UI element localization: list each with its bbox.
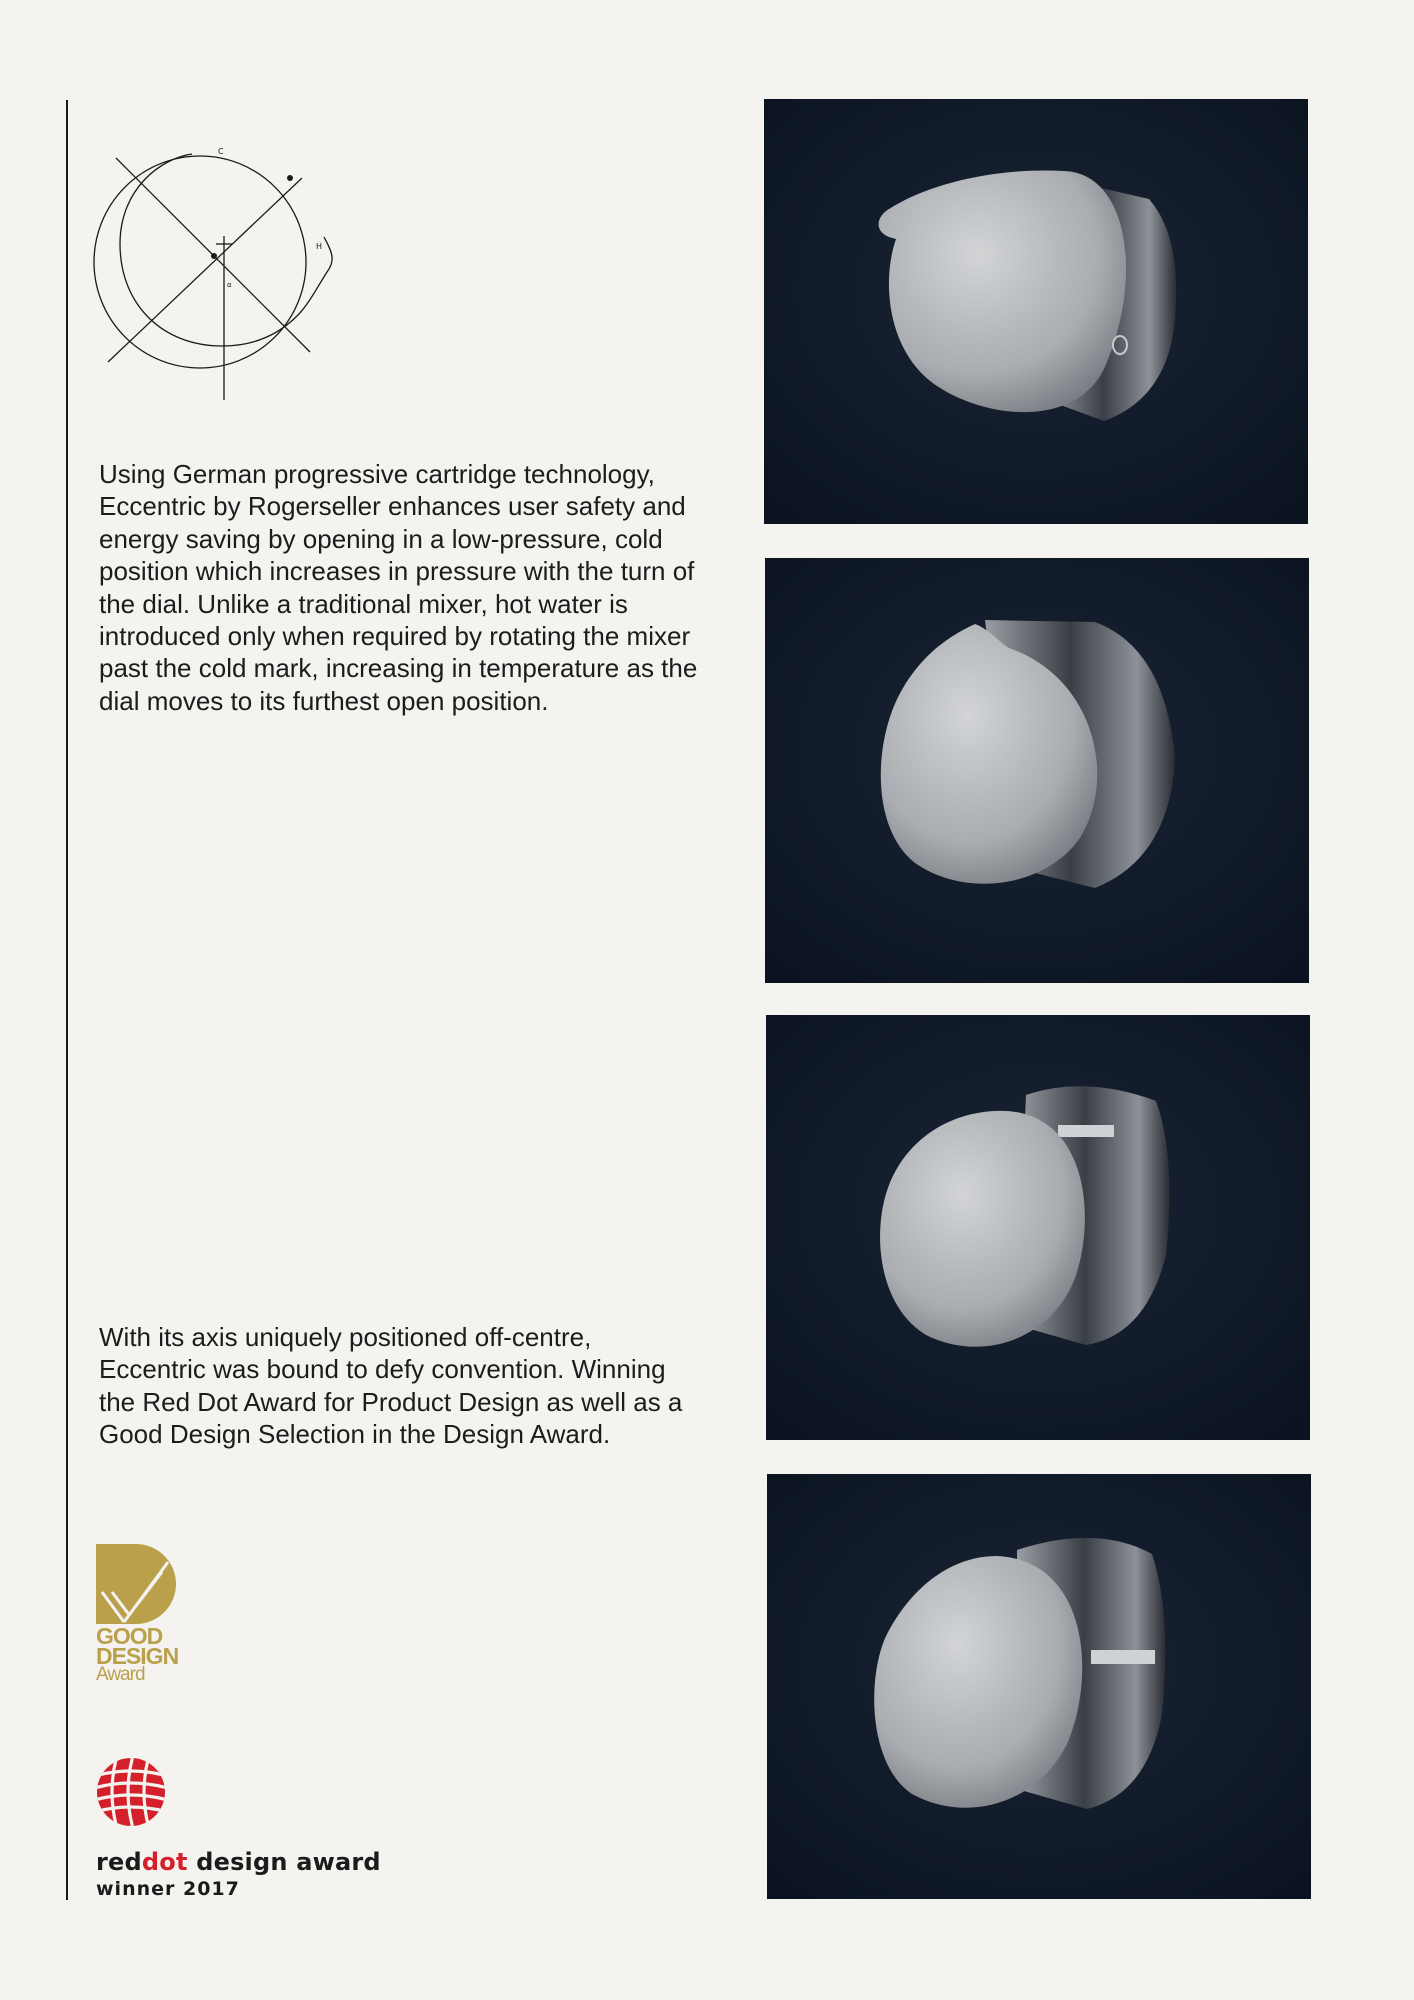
reddot-sphere-icon (96, 1757, 166, 1827)
intro-paragraph: Using German progressive cartridge technology, Eccentric by Rogerseller enhances user safety and energy saving by opening in a low-pressure, cold position which increases in pressure with the turn of the dial. Unlike a traditional mixer, hot water is introduced only when required by rotating the mixer past the cold mark, increasing in temperature as the dial moves to its furthest open position. (99, 459, 698, 716)
reddot-winner-year: winner 2017 (96, 1878, 240, 1900)
reddot-word-rest: design award (187, 1848, 381, 1876)
eccentric-dial-diagram (92, 134, 342, 414)
reddot-title (96, 1848, 381, 1876)
mixer-knob-image-4 (767, 1474, 1311, 1899)
outer-circle (94, 156, 306, 368)
product-photo-1 (764, 99, 1308, 524)
reddot-award-text (96, 1848, 381, 1900)
product-photo-4 (767, 1474, 1311, 1899)
mixer-knob-image-3 (766, 1015, 1310, 1440)
reddot-word-red: red (96, 1848, 142, 1876)
diagram-label-c: C (218, 147, 224, 156)
axis-center-point (211, 253, 217, 259)
award-paragraph: With its axis uniquely positioned off-centre, Eccentric was bound to defy convention. Winning the Red Dot Award for Product Design as well as a Good Design Selection in the Design Award. (99, 1322, 683, 1450)
good-design-word-good: GOOD (96, 1623, 163, 1649)
diagram-label-axis: α (227, 281, 232, 289)
indicator-dot (287, 175, 293, 181)
good-design-award-logo (96, 1544, 186, 1684)
good-design-emblem-icon (96, 1544, 176, 1624)
mixer-knob-image-2 (765, 558, 1309, 983)
mixer-knob-image-1 (764, 99, 1308, 524)
good-design-word-award: Award (96, 1664, 145, 1685)
product-photo-2 (765, 558, 1309, 983)
diagram-label-h: H (316, 242, 323, 251)
product-photo-3 (766, 1015, 1310, 1440)
good-design-word-design: DESIGN (96, 1643, 179, 1669)
vertical-rule (66, 100, 68, 1900)
reddot-word-dot: dot (141, 1848, 188, 1876)
